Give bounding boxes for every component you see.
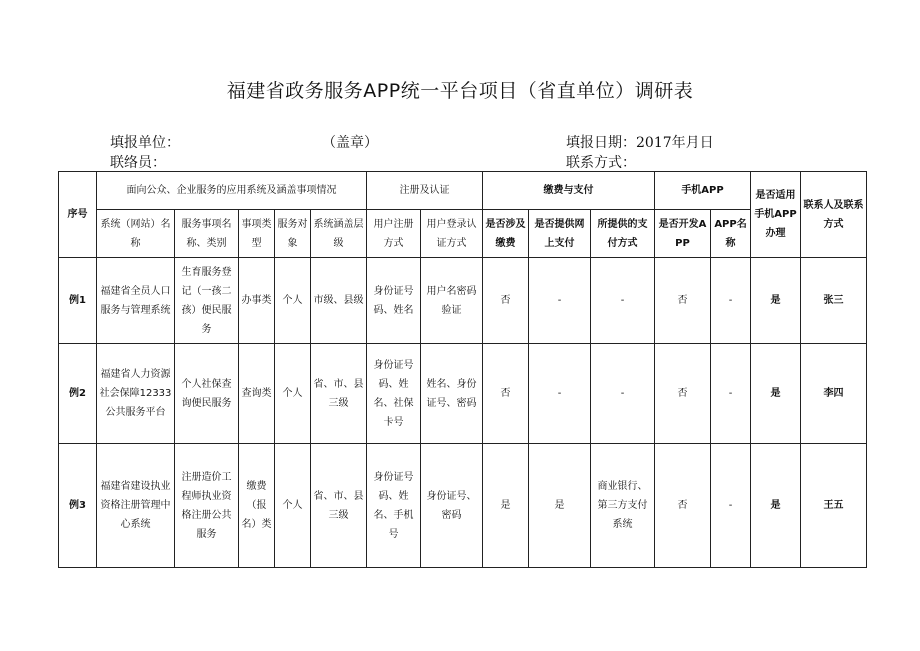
cell-item-type: 缴费（报名）类	[239, 444, 275, 568]
cell-applicable: 是	[751, 344, 801, 444]
cell-applicable: 是	[751, 258, 801, 344]
cell-fee: 否	[483, 258, 529, 344]
cell-service-items: 个人社保查询便民服务	[175, 344, 239, 444]
cell-system-name: 福建省全员人口服务与管理系统	[97, 258, 175, 344]
header-row-sub	[59, 210, 867, 258]
cell-system-level: 市级、县级	[311, 258, 367, 344]
cell-app-name: -	[711, 344, 751, 444]
cell-contact: 张三	[801, 258, 867, 344]
header-system-name: 系统（网站）名称	[97, 210, 175, 258]
cell-system-level: 省、市、县三级	[311, 344, 367, 444]
cell-online-pay: -	[529, 344, 591, 444]
cell-seq: 例3	[59, 444, 97, 568]
cell-applicable: 是	[751, 444, 801, 568]
header-group-payment: 缴费与支付	[483, 172, 655, 210]
cell-item-type: 办事类	[239, 258, 275, 344]
cell-user-registration: 身份证号码、姓名	[367, 258, 421, 344]
cell-seq: 例2	[59, 344, 97, 444]
header-row-top	[59, 172, 867, 210]
seal-label: （盖章）	[322, 135, 378, 151]
cell-app-name: -	[711, 258, 751, 344]
cell-service-target: 个人	[275, 344, 311, 444]
header-contact: 联系人及联系方式	[801, 172, 867, 258]
header-group-registration: 注册及认证	[367, 172, 483, 210]
cell-fee: 否	[483, 344, 529, 444]
cell-online-pay: 是	[529, 444, 591, 568]
header-user-registration: 用户注册方式	[367, 210, 421, 258]
page-title: 福建省政务服务APP统一平台项目（省直单位）调研表	[226, 80, 694, 102]
cell-pay-methods: 商业银行、第三方支付系统	[591, 444, 655, 568]
contact-method-label: 联系方式：	[566, 155, 636, 171]
cell-service-target: 个人	[275, 444, 311, 568]
survey-table	[58, 171, 867, 568]
header-applicable: 是否适用手机APP办理	[751, 172, 801, 258]
table-row	[59, 344, 867, 444]
table-row	[59, 258, 867, 344]
header-service-items: 服务事项名称、类别	[175, 210, 239, 258]
cell-service-items: 生育服务登记（一孩二孩）便民服务	[175, 258, 239, 344]
header-seq: 序号	[59, 172, 97, 258]
cell-contact: 王五	[801, 444, 867, 568]
header-group-mobile-app: 手机APP	[655, 172, 751, 210]
cell-fee: 是	[483, 444, 529, 568]
cell-user-registration: 身份证号码、姓名、社保卡号	[367, 344, 421, 444]
header-system-level: 系统涵盖层级	[311, 210, 367, 258]
header-user-login: 用户登录认证方式	[421, 210, 483, 258]
cell-contact: 李四	[801, 344, 867, 444]
cell-system-name: 福建省建设执业资格注册管理中心系统	[97, 444, 175, 568]
cell-system-name: 福建省人力资源社会保障12333公共服务平台	[97, 344, 175, 444]
cell-user-login: 姓名、身份证号、密码	[421, 344, 483, 444]
unit-label: 填报单位：	[110, 135, 180, 151]
cell-service-target: 个人	[275, 258, 311, 344]
cell-user-registration: 身份证号码、姓名、手机号	[367, 444, 421, 568]
header-item-type: 事项类型	[239, 210, 275, 258]
cell-seq: 例1	[59, 258, 97, 344]
contact-person-label: 联络员：	[110, 155, 166, 171]
cell-pay-methods: -	[591, 258, 655, 344]
cell-online-pay: -	[529, 258, 591, 344]
cell-user-login: 身份证号、密码	[421, 444, 483, 568]
cell-app-developed: 否	[655, 344, 711, 444]
cell-item-type: 查询类	[239, 344, 275, 444]
cell-app-developed: 否	[655, 444, 711, 568]
cell-system-level: 省、市、县三级	[311, 444, 367, 568]
header-service-target: 服务对象	[275, 210, 311, 258]
header-app-name: APP名称	[711, 210, 751, 258]
cell-user-login: 用户名密码验证	[421, 258, 483, 344]
header-fee: 是否涉及缴费	[483, 210, 529, 258]
cell-app-developed: 否	[655, 258, 711, 344]
header-online-pay: 是否提供网上支付	[529, 210, 591, 258]
header-group-app: 面向公众、企业服务的应用系统及涵盖事项情况	[97, 172, 367, 210]
date-label: 填报日期：2017年月日	[566, 135, 714, 151]
cell-app-name: -	[711, 444, 751, 568]
header-pay-methods: 所提供的支付方式	[591, 210, 655, 258]
table-row	[59, 444, 867, 568]
header-app-developed: 是否开发APP	[655, 210, 711, 258]
cell-service-items: 注册造价工程师执业资格注册公共服务	[175, 444, 239, 568]
cell-pay-methods: -	[591, 344, 655, 444]
